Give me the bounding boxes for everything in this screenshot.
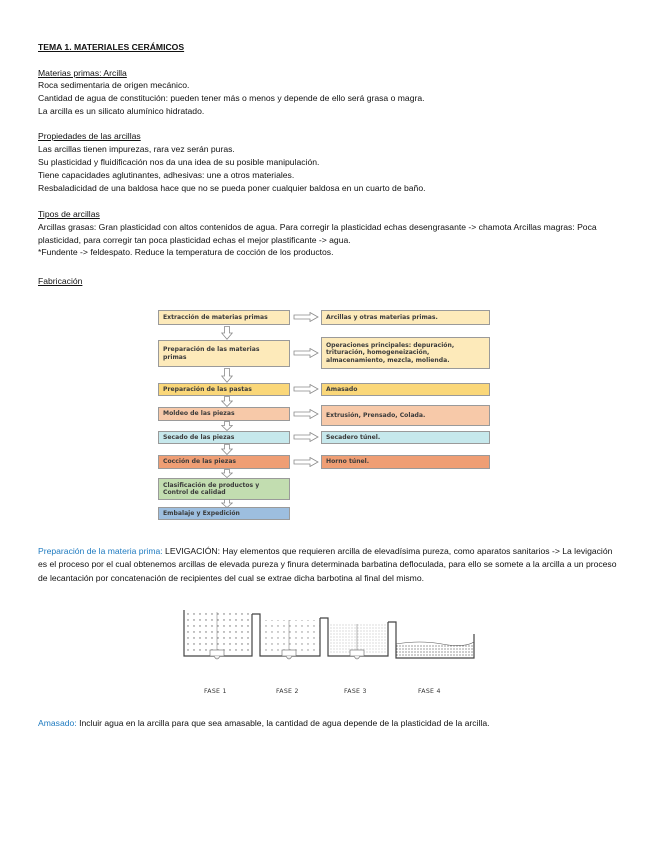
flow-detail-secado: Secadero túnel. [321, 431, 490, 444]
right-arrow-icon [293, 384, 319, 394]
flow-detail-operaciones: Operaciones principales: depuración, trituración, homogeneización, almacenamiento, mezcla, molienda. [321, 337, 490, 369]
flow-detail-coccion: Horno túnel. [321, 455, 490, 469]
down-arrow-icon [221, 444, 233, 455]
down-arrow-icon [221, 469, 233, 478]
text-line: Su plasticidad y fluidificación nos da una idea de su posible manipulación. [38, 157, 320, 167]
text-line: Roca sedimentaria de origen mecánico. [38, 80, 190, 90]
flow-step-moldeo: Moldeo de las piezas [158, 407, 290, 421]
right-arrow-icon [293, 409, 319, 419]
levigation-tanks-drawing [180, 606, 480, 686]
flow-step-preparacion-materias: Preparación de las materias primas [158, 340, 290, 367]
levigation-tank-3 [320, 618, 388, 659]
down-arrow-icon [221, 396, 233, 407]
phase-label: FASE 2 [276, 688, 299, 695]
text-line: Cantidad de agua de constitución: pueden tener más o menos y depende de ello será grasa o magra. [38, 93, 425, 103]
levigation-tank-1 [184, 610, 252, 659]
flow-step-preparacion-pastas: Preparación de las pastas [158, 383, 290, 396]
amasado-paragraph [38, 718, 489, 729]
down-arrow-icon [221, 421, 233, 431]
section-heading-fabricacion: Fabricación [38, 276, 83, 286]
right-arrow-icon [293, 432, 319, 442]
down-arrow-icon [221, 326, 233, 340]
flow-step-coccion: Cocción de las piezas [158, 455, 290, 469]
section-heading-propiedades: Propiedades de las arcillas [38, 131, 141, 141]
amasado-text: Incluir agua en la arcilla para que sea amasable, la cantidad de agua depende de la plasticidad de la arcilla. [76, 718, 490, 728]
text-line: La arcilla es un silicato alumínico hidratado. [38, 106, 205, 116]
levigation-phases-illustration [180, 606, 480, 698]
preparacion-paragraph [38, 545, 618, 585]
flow-step-clasificacion: Clasificación de productos y Control de calidad [158, 478, 290, 500]
preparacion-text: LEVIGACIÓN: Hay elementos que requieren arcilla de elevadísima pureza, como aparatos sanitarios -> La levigación es el proceso por el cual obtenemos arcillas de elevada pureza y finura determinada barbatina defloculada, para ello se somete a la arcilla a un proceso de lecantación por concatenación de recipientes del cual se extrae dicha barbotina al final del mismo. [38, 546, 617, 583]
phase-label: FASE 1 [204, 688, 227, 695]
fabrication-flow-diagram [158, 306, 494, 524]
tipos-note: *Fundente -> feldespato. Reduce la temperatura de cocción de los productos. [38, 247, 334, 257]
preparacion-label: Preparación de la materia prima: [38, 546, 163, 556]
text-line: Resbaladicidad de una baldosa hace que no se pueda poner cualquier baldosa en un cuarto de baño. [38, 183, 426, 193]
amasado-label: Amasado: [38, 718, 77, 728]
document-title: TEMA 1. MATERIALES CERÁMICOS [38, 42, 185, 52]
down-arrow-icon [221, 499, 233, 508]
down-arrow-icon [221, 368, 233, 383]
levigation-tank-2 [252, 614, 320, 659]
section-heading-materias: Materias primas: Arcilla [38, 68, 127, 78]
text-line: Las arcillas tienen impurezas, rara vez serán puras. [38, 144, 235, 154]
flow-detail-moldeo: Extrusión, Prensado, Colada. [321, 405, 490, 426]
right-arrow-icon [293, 457, 319, 467]
right-arrow-icon [293, 348, 319, 358]
phase-label: FASE 4 [418, 688, 441, 695]
flow-detail-amasado: Amasado [321, 383, 490, 396]
flow-step-embalaje: Embalaje y Expedición [158, 507, 290, 520]
flow-step-secado: Secado de las piezas [158, 431, 290, 444]
levigation-tank-4 [388, 622, 474, 658]
flow-step-extraccion: Extracción de materias primas [158, 310, 290, 325]
tipos-paragraph: Arcillas grasas: Gran plasticidad con altos contenidos de agua. Para corregir la plasticidad echas desengrasante -> chamota Arcillas magras: Poca plasticidad, para corregir tan poca plasticidad echas el mejor plastificante -> agua. [38, 222, 597, 245]
text-line: Tiene capacidades aglutinantes, adhesivas: une a otros materiales. [38, 170, 295, 180]
right-arrow-icon [293, 312, 319, 322]
flow-detail-materias: Arcillas y otras materias primas. [321, 310, 490, 325]
phase-label: FASE 3 [344, 688, 367, 695]
section-heading-tipos: Tipos de arcillas [38, 209, 100, 219]
